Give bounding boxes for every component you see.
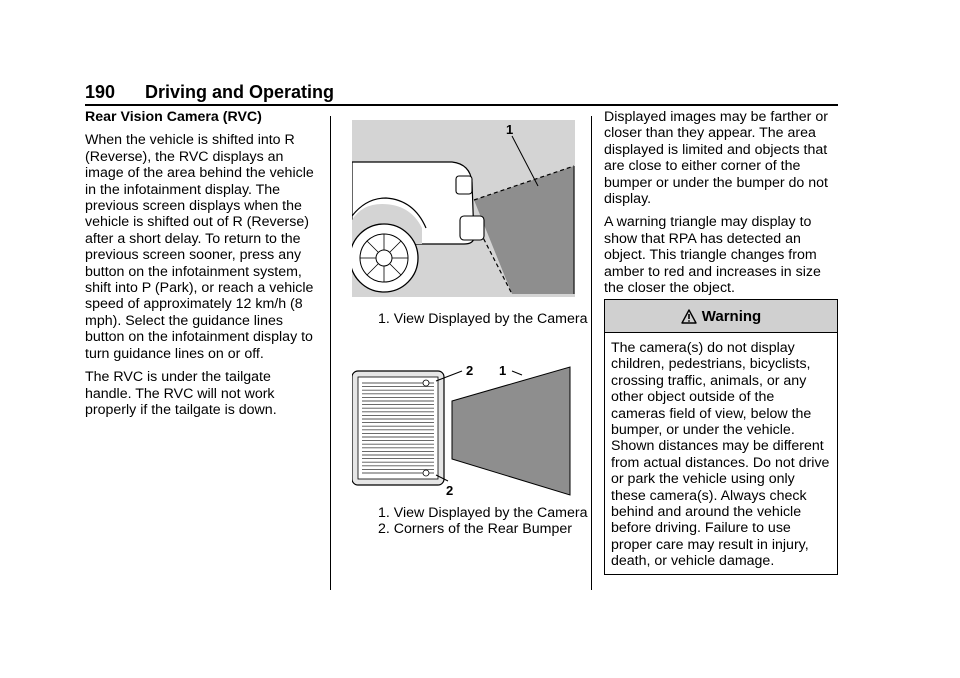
figure1-caption	[378, 311, 608, 327]
figure-side-view	[352, 120, 575, 297]
warning-body: The camera(s) do not display children, pedestrians, bicyclists, crossing traffic, animals, or any other object outside of the cameras field of view, below the bumper, or under the vehicle. Shown distances may be different from actual distances. Do not drive or park the vehicle using only these camera(s). Always check behind and around the vehicle before driving. Failure to use proper care may result in injury, death, or vehicle damage.	[611, 340, 830, 570]
caption-item: 1. View Displayed by the Camera	[378, 505, 588, 521]
figure-top-view	[352, 363, 575, 498]
column-left	[85, 109, 321, 425]
section-title: Driving and Operating	[145, 82, 335, 102]
caption-item: 1. View Displayed by the Camera	[378, 311, 588, 327]
page-number: 190	[85, 82, 116, 102]
caption-item: 2. Corners of the Rear Bumper	[378, 521, 572, 538]
callout-2-top: 2	[466, 363, 474, 378]
camera-view-area	[452, 367, 570, 495]
section-heading: Rear Vision Camera (RVC)	[85, 109, 262, 125]
callout-1: 1	[506, 122, 514, 137]
tail-light	[456, 176, 472, 194]
figure2-caption	[378, 505, 608, 538]
header-rule	[85, 104, 838, 106]
warning-header	[605, 300, 837, 333]
warning-box	[604, 299, 838, 575]
warning-triangle-icon	[681, 309, 697, 324]
warning-title: Warning	[701, 307, 762, 325]
paragraph-warning-triangle: A warning triangle may display to show that RPA has detected an object. This triangle changes from amber to red and increases in size the closer the object.	[604, 214, 821, 297]
paragraph-rvc-location: The RVC is under the tailgate handle. The RVC will not work properly if the tailgate is down.	[85, 369, 277, 418]
callout-2-bottom: 2	[446, 483, 454, 498]
bumper-corner	[460, 216, 484, 240]
column-divider	[330, 116, 331, 590]
callout-1: 1	[499, 363, 507, 378]
column-right	[604, 109, 840, 303]
paragraph-display-limits: Displayed images may be farther or closer than they appear. The area displayed is limited and objects that are close to either corner of the bumper or under the bumper do not display.	[604, 109, 828, 208]
paragraph-rvc-intro: When the vehicle is shifted into R (Reverse), the RVC displays an image of the area behind the vehicle in the infotainment display. The previous screen displays when the vehicle is shifted out of R (Reverse) after a short delay. To return to the previous screen sooner, press any button on the infotainment system, shift into P (Park), or reach a vehicle speed of approximately 12 km/h (8 mph). Select the guidance lines button on the infotainment display to turn guidance lines on or off.	[85, 132, 314, 362]
